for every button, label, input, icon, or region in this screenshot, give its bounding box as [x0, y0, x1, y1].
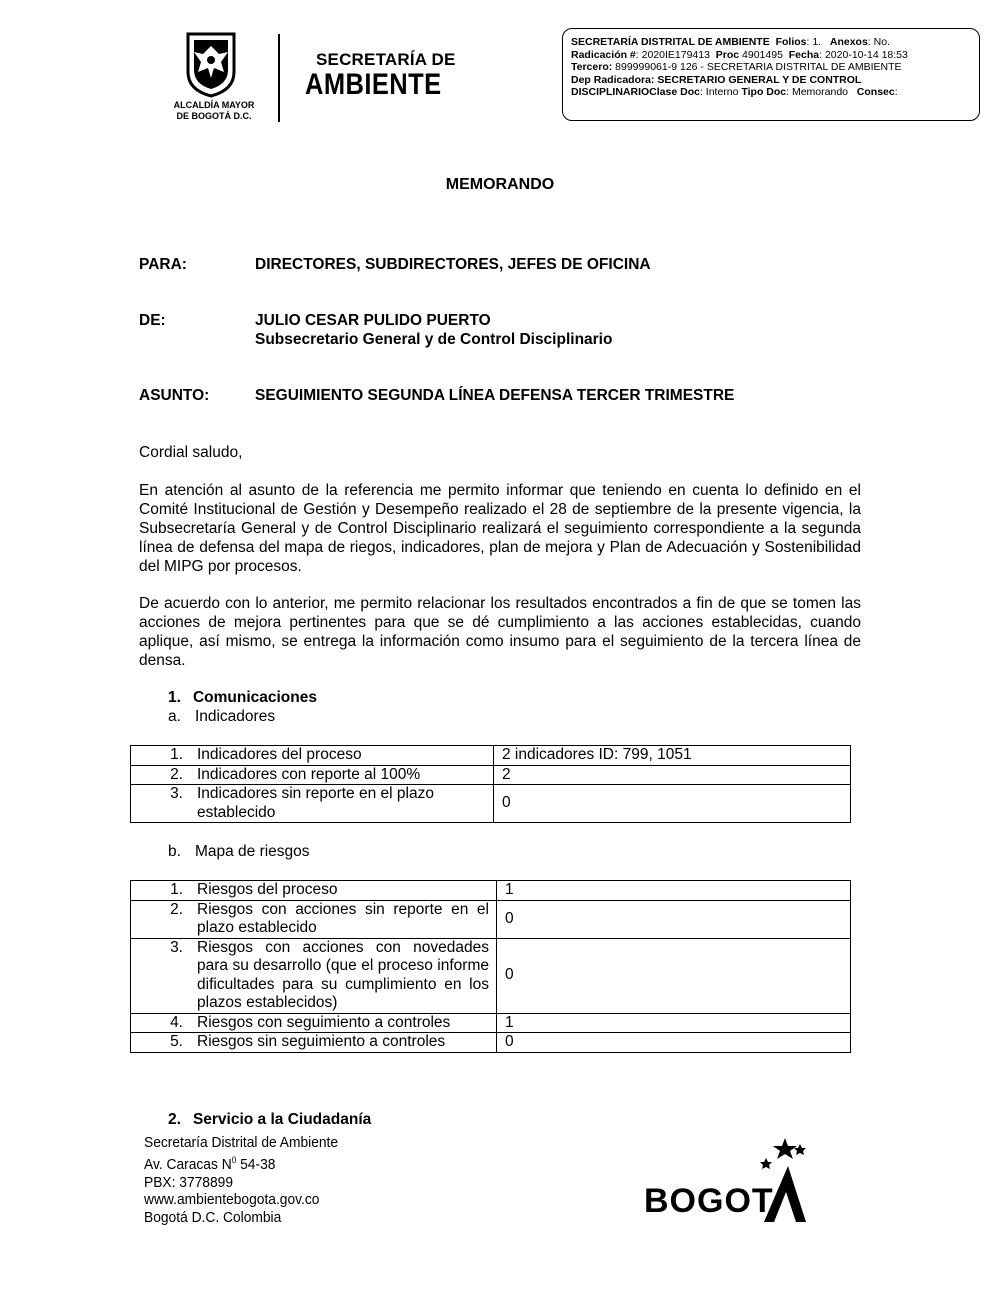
star-icon: [773, 1138, 797, 1159]
bogota-wordmark: BOGOT: [644, 1182, 774, 1220]
paragraph-1: En atención al asunto de la referencia me permito informar que teniendo en cuenta lo definido en el Comité Institucional de Gestión y Desempeño realizado el 28 de septiembre de la presente vigencia, la Subsecretaría General y de Control Disciplinario realizará el seguimiento correspondiente a la segunda línea de defensa del mapa de riegos, indicadores, plan de mejora y Plan de Adecuación y Sostenibilidad del MIPG por procesos.: [139, 482, 861, 575]
header-divider: [278, 34, 280, 122]
stamp-fecha-value: : 2020-10-14 18:53: [819, 48, 908, 61]
stamp-line2: [571, 49, 971, 62]
stamp-consec-label: Consec: [856, 86, 895, 99]
table-cell: [131, 746, 494, 766]
secretaria-line1: SECRETARÍA DE: [316, 50, 456, 69]
section2-title: Servicio a la Ciudadanía: [192, 1111, 372, 1128]
row-number: 3.: [170, 785, 183, 802]
greeting: Cordial saludo,: [139, 444, 243, 461]
table-row: [131, 746, 851, 766]
star-icon: [794, 1144, 806, 1155]
footer-address-sup: 0: [231, 1154, 237, 1165]
row-label: Riesgos del proceso: [197, 881, 338, 898]
row-number: 1.: [170, 881, 183, 898]
section1-number: 1.: [168, 689, 181, 706]
table-row: [131, 1033, 851, 1053]
asunto-value: SEGUIMIENTO SEGUNDA LÍNEA DEFENSA TERCER TRIMESTRE: [255, 387, 735, 404]
star-icon: [760, 1158, 772, 1169]
subsection-a-heading: [168, 708, 275, 726]
de-label: DE:: [139, 312, 166, 329]
table-cell: 2: [494, 765, 851, 785]
stamp-tercero-value: 899999061-9 126 - SECRETARIA DISTRITAL DE AMBIENTE: [612, 61, 902, 74]
secretaria-line2: AMBIENTE: [305, 68, 442, 101]
subsection-a-title: Indicadores: [194, 708, 276, 725]
paragraph-2: De acuerdo con lo anterior, me permito relacionar los resultados encontrados a fin de que se tomen las acciones de mejora pertinentes para que se dé cumplimiento a las acciones establecidas, cuando aplique, así mismo, se entrega la información como insumo para el seguimiento de la tercera línea de densa.: [139, 595, 861, 669]
table-cell: 1: [497, 1013, 851, 1033]
stamp-clase-value: : Interno: [699, 86, 739, 99]
row-label: Indicadores sin reporte en el plazo establecido: [197, 785, 434, 821]
stamp-line3: [571, 61, 971, 74]
stamp-anexos-value: : No.: [867, 36, 890, 48]
table-cell: [131, 1033, 497, 1053]
table-row: [131, 785, 851, 823]
stamp-radicacion-value: : 2020IE179413: [635, 48, 710, 61]
footer-website: www.ambientebogota.gov.co: [144, 1191, 320, 1209]
stamp-dep-radicadora: Dep Radicadora: SECRETARIO GENERAL Y DE CONTROL: [571, 73, 862, 86]
riesgos-table: [130, 880, 851, 1053]
para-value: DIRECTORES, SUBDIRECTORES, JEFES DE OFICINA: [255, 256, 651, 273]
row-label: Riesgos con seguimiento a controles: [197, 1013, 451, 1031]
footer-contact: [144, 1134, 338, 1227]
stamp-tercero-label: Tercero:: [571, 61, 613, 74]
stamp-folios-label: Folios: [775, 36, 807, 48]
memo-title: MEMORANDO: [445, 176, 555, 193]
table-cell: 0: [497, 900, 851, 938]
table-cell: [131, 765, 494, 785]
de-role: Subsecretario General y de Control Disciplinario: [255, 331, 613, 348]
row-label: Riesgos con acciones con novedades para su desarrollo (que el proceso informe dificultades para su cumplimiento en los plazos establecidos): [197, 938, 489, 1011]
section2-heading: [168, 1111, 371, 1129]
para-label: PARA:: [139, 256, 187, 273]
logo-caption-line2: DE BOGOTÁ D.C.: [176, 111, 252, 121]
row-number: 3.: [170, 938, 183, 956]
subsection-a-letter: a.: [168, 708, 181, 725]
table-cell: 2 indicadores ID: 799, 1051: [494, 746, 851, 766]
row-number: 2.: [170, 900, 183, 918]
stamp-radicacion-label: Radicación #: [571, 48, 636, 61]
row-label: Indicadores del proceso: [197, 746, 362, 763]
footer-city: Bogotá D.C. Colombia: [144, 1209, 282, 1227]
row-number: 5.: [170, 1033, 183, 1050]
stamp-entity: SECRETARÍA DISTRITAL DE AMBIENTE: [571, 36, 770, 48]
table-row: [131, 938, 851, 1013]
row-label: Indicadores con reporte al 100%: [197, 765, 421, 783]
de-name: JULIO CESAR PULIDO PUERTO: [255, 312, 491, 329]
table-cell: 0: [497, 938, 851, 1013]
subsection-b-letter: b.: [168, 843, 181, 860]
table-cell: [131, 938, 497, 1013]
table-row: [131, 765, 851, 785]
section2-number: 2.: [168, 1111, 181, 1128]
subsection-b-heading: [168, 843, 310, 861]
stamp-clase-label: DISCIPLINARIOClase Doc: [571, 86, 700, 99]
stamp-line4: [571, 74, 971, 87]
alcaldia-logo: [168, 30, 260, 125]
bogota-brand-logo: [640, 1136, 820, 1226]
row-number: 4.: [170, 1013, 183, 1031]
footer-entity: Secretaría Distrital de Ambiente: [144, 1134, 339, 1151]
table-row: [131, 881, 851, 901]
row-number: 2.: [170, 765, 183, 783]
stamp-fecha-label: Fecha: [788, 48, 820, 61]
section1-title: Comunicaciones: [192, 689, 317, 706]
table-cell: 1: [497, 881, 851, 901]
footer-phone: PBX: 3778899: [144, 1173, 234, 1191]
stamp-consec-value: :: [894, 86, 898, 99]
filing-stamp: [562, 28, 980, 121]
footer-address-suffix: 54-38: [236, 1155, 276, 1173]
stamp-proc-label: Proc: [715, 48, 740, 61]
table-cell: 0: [494, 785, 851, 823]
stamp-tipo-value: : Memorando: [786, 86, 849, 99]
stamp-folios-value: : 1.: [806, 36, 822, 48]
table-cell: [131, 1013, 497, 1033]
bogota-coat-of-arms-icon: [184, 32, 238, 98]
footer-address-prefix: Av. Caracas N: [144, 1155, 232, 1173]
stamp-line5: [571, 86, 971, 99]
table-cell: [131, 900, 497, 938]
table-row: [131, 1013, 851, 1033]
stamp-anexos-label: Anexos: [829, 36, 868, 48]
footer-address: [144, 1152, 338, 1174]
indicadores-table: [130, 745, 851, 823]
row-label: Riesgos sin seguimiento a controles: [197, 1033, 446, 1050]
table-cell: 0: [497, 1033, 851, 1053]
row-label: Riesgos con acciones sin reporte en el plazo establecido: [197, 900, 489, 936]
asunto-label: ASUNTO:: [139, 387, 210, 404]
stamp-proc-value: 4901495: [739, 48, 783, 61]
row-number: 1.: [170, 746, 183, 763]
table-cell: [131, 881, 497, 901]
subsection-b-title: Mapa de riesgos: [194, 843, 310, 860]
stamp-tipo-label: Tipo Doc: [741, 86, 787, 99]
logo-caption-line1: ALCALDÍA MAYOR: [173, 100, 255, 110]
section1-heading: [168, 689, 317, 707]
stamp-line1: [571, 36, 971, 49]
table-cell: [131, 785, 494, 823]
table-row: [131, 900, 851, 938]
